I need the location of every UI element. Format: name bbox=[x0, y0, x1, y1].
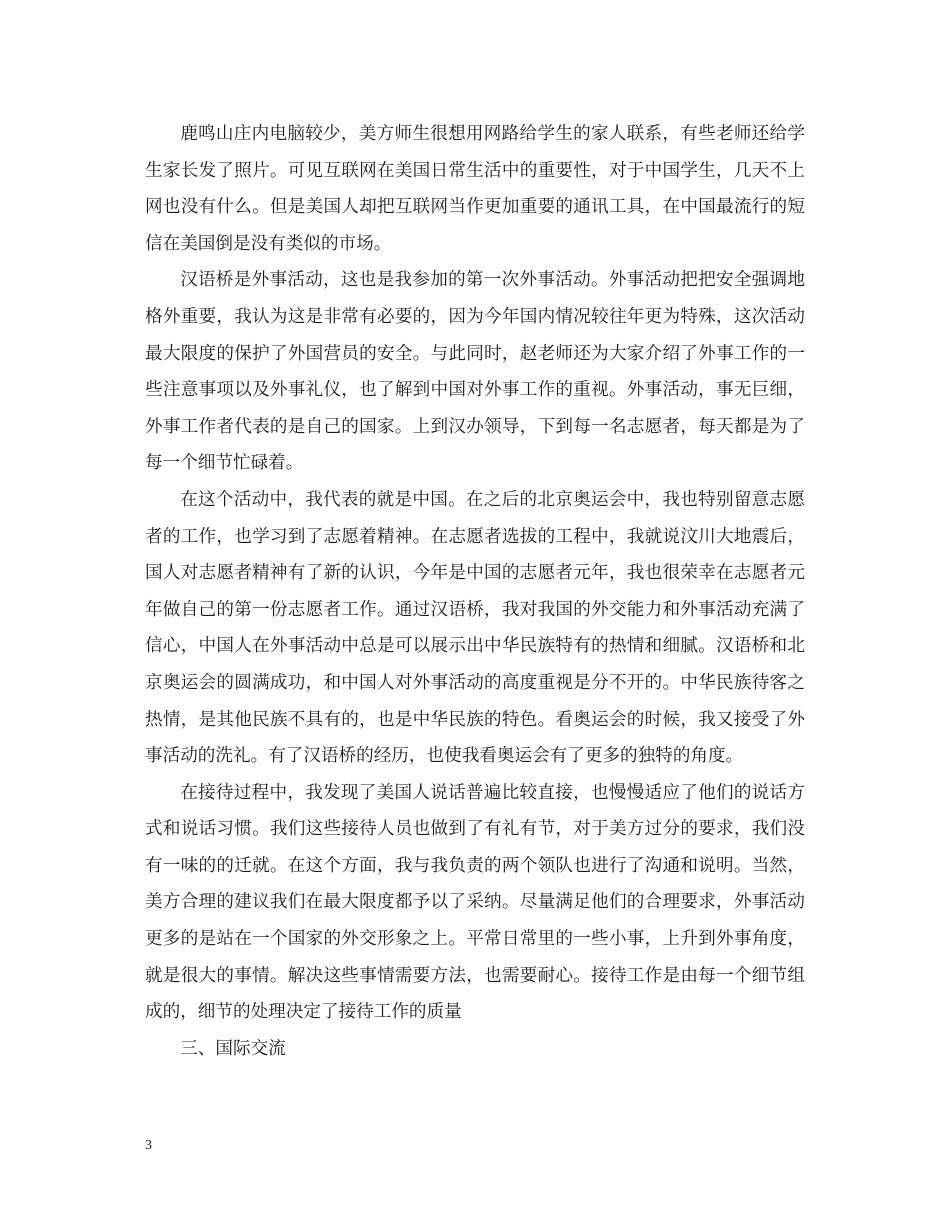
page-number: 3 bbox=[145, 1138, 152, 1153]
paragraph: 鹿鸣山庄内电脑较少，美方师生很想用网路给学生的家人联系，有些老师还给学生家长发了照片。可见互联网在美国日常生活中的重要性，对于中国学生，几天不上网也没有什么。但是美国人却把互联网当作更加重要的通讯工具，在中国最流行的短信在美国倒是没有类似的市场。 bbox=[145, 124, 805, 254]
section-heading: 三、国际交流 bbox=[180, 1038, 286, 1059]
paragraph: 汉语桥是外事活动，这也是我参加的第一次外事活动。外事活动把把安全强调地格外重要，我认为这是非常有必要的，因为今年国内情况较往年更为特殊，这次活动最大限度的保护了外国营员的安全。与此同时，赵老师还为大家介绍了外事工作的一些注意事项以及外事礼仪，也了解到中国对外事工作的重视。外事活动，事无巨细，外事工作者代表的是自己的国家。上到汉办领导，下到每一名志愿者，每天都是为了每一个细节忙碌着。 bbox=[145, 270, 805, 474]
paragraph: 在接待过程中，我发现了美国人说话普遍比较直接，也慢慢适应了他们的说话方式和说话习惯。我们这些接待人员也做到了有礼有节，对于美方过分的要求，我们没有一味的的迁就。在这个方面，我与我负责的两个领队也进行了沟通和说明。当然，美方合理的建议我们在最大限度都予以了采纳。尽量满足他们的合理要求，外事活动更多的是站在一个国家的外交形象之上。平常日常里的一些小事，上升到外事角度，就是很大的事情。解决这些事情需要方法，也需要耐心。接待工作是由每一个细节组成的，细节的处理决定了接待工作的质量 bbox=[145, 782, 805, 1023]
body-text bbox=[145, 116, 805, 1067]
paragraph: 在这个活动中，我代表的就是中国。在之后的北京奥运会中，我也特别留意志愿者的工作，也学习到了志愿着精神。在志愿者选拔的工程中，我就说汶川大地震后，国人对志愿者精神有了新的认识，今年是中国的志愿者元年，我也很荣幸在志愿者元年做自己的第一份志愿者工作。通过汉语桥，我对我国的外交能力和外事活动充满了信心，中国人在外事活动中总是可以展示出中华民族特有的热情和细腻。汉语桥和北京奥运会的圆满成功，和中国人对外事活动的高度重视是分不开的。中华民族待客之热情，是其他民族不具有的，也是中华民族的特色。看奥运会的时候，我又接受了外事活动的洗礼。有了汉语桥的经历，也使我看奥运会有了更多的独特的角度。 bbox=[145, 489, 805, 767]
